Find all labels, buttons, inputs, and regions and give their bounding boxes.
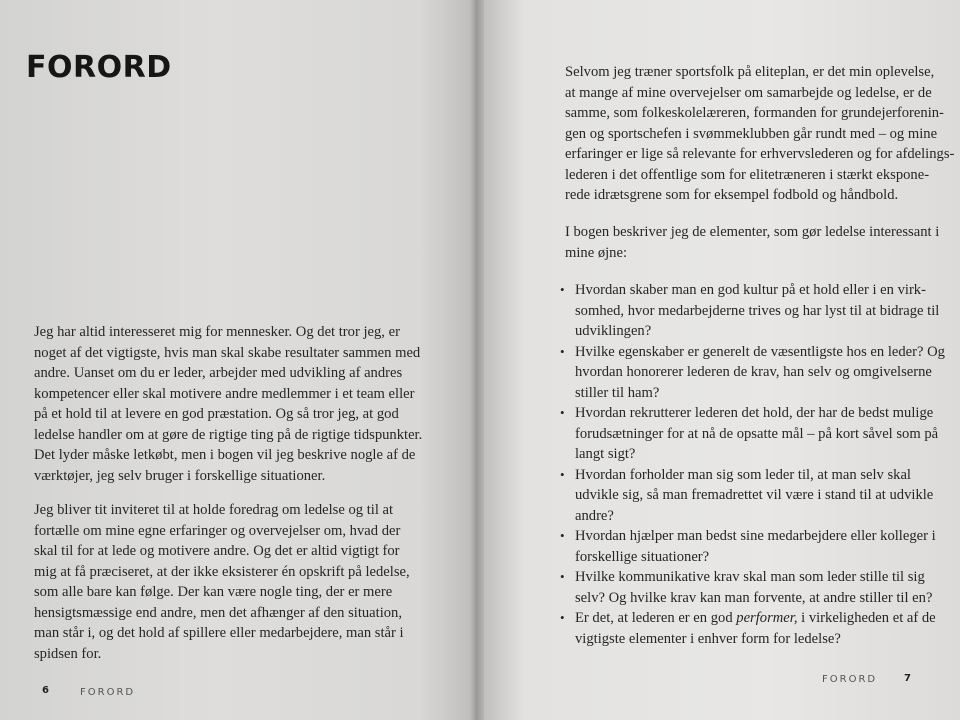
bullet-icon: • <box>560 569 565 584</box>
book-gutter <box>470 0 484 720</box>
text-line: I bogen beskriver jeg de elementer, som gør ledelse interessant i <box>565 224 940 240</box>
text-line: andre? <box>575 507 614 524</box>
text-line: hensigtsmæssige end andre, men det afhænger af den situation, <box>34 604 403 621</box>
text-line: mig at få præciseret, at der ikke eksisterer én opskrift på ledelse, <box>34 563 410 580</box>
text-segment: Er det, at lederen er en god <box>575 610 737 626</box>
bullet-icon: • <box>560 610 565 625</box>
running-header-right: FORORD <box>822 674 878 685</box>
bullet-icon: • <box>560 405 565 420</box>
text-line: samme, som folkeskolelæreren, formanden for grundejerforenin- <box>565 105 944 121</box>
bullet-icon: • <box>560 343 565 359</box>
left-page <box>0 0 476 720</box>
list-item <box>560 567 945 608</box>
text-line: mine øjne: <box>565 244 628 261</box>
page-number-right: 7 <box>904 673 911 684</box>
page-number-left: 6 <box>42 685 49 696</box>
text-line: kompetencer eller skal motivere andre medlemmer i et team eller <box>34 385 415 402</box>
emphasized-word: performer, <box>736 610 798 626</box>
left-paragraph-2 <box>34 500 410 664</box>
chapter-title: FORORD <box>26 50 172 85</box>
list-item <box>560 280 945 342</box>
text-line: langt sigt? <box>575 446 636 462</box>
text-line: at mange af mine overvejelser om samarbejde og ledelse, er de <box>565 84 932 101</box>
bullet-icon: • <box>560 466 565 482</box>
text-line: stiller til ham? <box>575 384 660 401</box>
text-line: selv? Og hvilke krav kan man forvente, at andre stiller til en? <box>575 589 933 606</box>
text-line: hvordan honorerer lederen de krav, han selv og omgivelserne <box>575 364 932 380</box>
text-line: som alle bare kan følge. Der kan være nogle ting, der er mere <box>34 584 393 600</box>
text-line: udvikle sig, så man fremadrettet vil være i stand til at udvikle <box>575 487 934 503</box>
text-line: skal til for at lede og motivere andre. Og det er altid vigtigt for <box>34 543 400 559</box>
text-line: andre. Uanset om du er leder, arbejder med udvikling af andres <box>34 365 403 381</box>
list-item <box>560 403 945 465</box>
text-line <box>575 608 945 629</box>
text-line: Hvordan skaber man en god kultur på et hold eller i en virk- <box>575 282 926 298</box>
text-line: Det lyder måske letkøbt, men i bogen vil jeg beskrive nogle af de <box>34 447 416 463</box>
text-line: rede idrætsgrene som for eksempel fodbold og håndbold. <box>565 187 899 203</box>
text-line: Hvordan rekrutterer lederen det hold, der har de bedst mulige <box>575 405 934 421</box>
text-line: Hvordan hjælper man bedst sine medarbejdere eller kolleger i <box>575 528 936 544</box>
bullet-list <box>560 280 945 649</box>
text-line: fortælle om mine egne erfaringer og overvejelser om, hvad der <box>34 522 401 539</box>
text-line: Hvilke egenskaber er generelt de væsentligste hos en leder? Og <box>575 343 945 360</box>
text-line: Selvom jeg træner sportsfolk på eliteplan, er det min oplevelse, <box>565 64 935 80</box>
list-item <box>560 526 945 567</box>
running-header-left: FORORD <box>80 687 136 698</box>
text-line: noget af det vigtigste, hvis man skal skabe resultater sammen med <box>34 344 421 361</box>
text-line: udviklingen? <box>575 323 652 339</box>
right-paragraph-1 <box>565 62 954 206</box>
list-item <box>560 465 945 527</box>
text-line: Jeg bliver tit inviteret til at holde foredrag om ledelse og til at <box>34 502 394 518</box>
text-line: forudsætninger for at nå de opsatte mål – på kort såvel som på <box>575 425 939 442</box>
text-line: gen og sportschefen i svømmeklubben går rundt med – og mine <box>565 125 938 142</box>
text-line: Hvilke kommunikative krav skal man som leder stille til sig <box>575 569 925 585</box>
text-line: man står i, og det hold af spillere eller medarbejdere, man står i <box>34 625 404 641</box>
bullet-icon: • <box>560 528 565 543</box>
text-segment: i virkeligheden et af de <box>797 610 936 626</box>
text-line: på et hold til at levere en god præstation. Og så tror jeg, at god <box>34 406 399 422</box>
text-line: somhed, hvor medarbejderne trives og har lyst til at bidrage til <box>575 302 940 319</box>
list-item <box>560 342 945 404</box>
text-line: værktøjer, jeg selv bruger i forskellige situationer. <box>34 467 326 484</box>
text-line: vigtigste elementer i enhver form for ledelse? <box>575 630 841 647</box>
text-line: ledelse handler om at gøre de rigtige ting på de rigtige tidspunkter. <box>34 426 423 443</box>
text-line: forskellige situationer? <box>575 548 710 565</box>
bullet-icon: • <box>560 282 565 297</box>
left-paragraph-1 <box>34 322 422 486</box>
text-line: lederen i det offentlige som for elitetræneren i stærkt ekspone- <box>565 166 930 183</box>
list-item <box>560 608 945 649</box>
text-line: erfaringer er lige så relevante for erhvervslederen og for afdelings- <box>565 146 955 162</box>
text-line: spidsen for. <box>34 645 102 662</box>
text-line: Jeg har altid interesseret mig for mennesker. Og det tror jeg, er <box>34 324 400 340</box>
right-paragraph-2 <box>565 222 939 263</box>
text-line: Hvordan forholder man sig som leder til, at man selv skal <box>575 466 911 483</box>
